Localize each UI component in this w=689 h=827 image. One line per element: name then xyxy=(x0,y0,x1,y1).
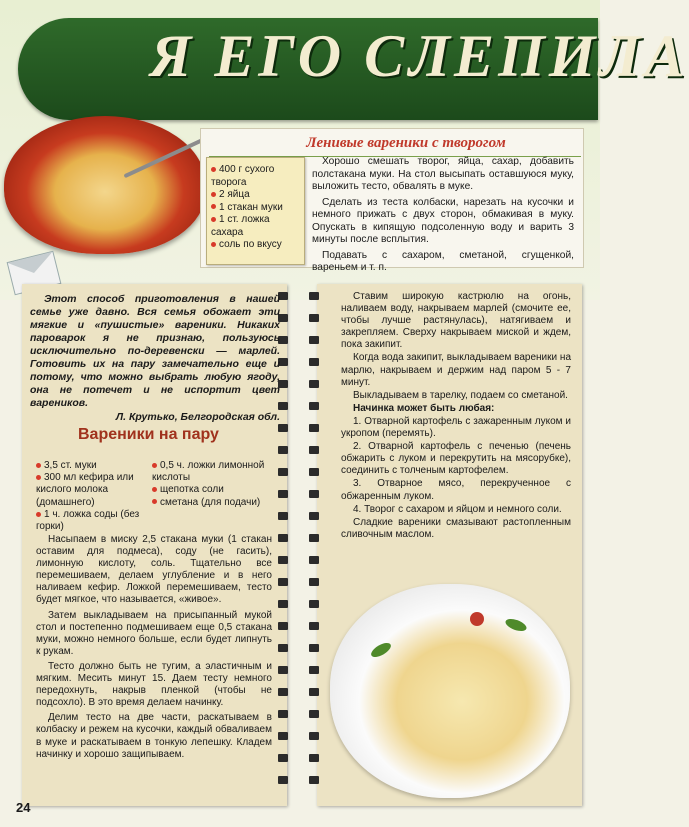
bullet-icon xyxy=(211,242,216,247)
paragraph: Делим тесто на две части, раскатываем в колбаску и режем на кусочки, каждый обваливаем в муке и раскатываем в тонкую лепешку. Кладем начинку и хорошо защипываем. xyxy=(36,712,272,760)
binding-ring xyxy=(278,512,288,520)
binding-ring xyxy=(309,666,319,674)
binding-ring xyxy=(278,578,288,586)
binding-ring xyxy=(309,776,319,784)
binding-ring xyxy=(309,424,319,432)
binding-ring xyxy=(309,380,319,388)
ingredient-item: сметана (для подачи) xyxy=(152,497,272,509)
binding-ring xyxy=(278,666,288,674)
reader-quote xyxy=(30,293,280,424)
top-ingredients-note xyxy=(206,157,305,265)
page-title: Я ЕГО СЛЕПИЛА xyxy=(150,23,689,89)
dumplings-bowl-photo xyxy=(4,116,206,254)
binding-ring xyxy=(309,534,319,542)
binding-ring xyxy=(278,534,288,542)
binding-ring xyxy=(278,776,288,784)
ingredients-right xyxy=(152,460,272,509)
paragraph: Подавать с сахаром, сметаной, сгущенкой, вареньем и т. п. xyxy=(312,249,574,273)
binding-ring xyxy=(309,578,319,586)
steam-recipe-method-right xyxy=(341,291,571,542)
paragraph: Сделать из теста колбаски, нарезать на кусочки и немного прижать с двух сторон, обмакивая в муку. Опускать в кипящую подсоленную воду и варить 3 минуты после всплытия. xyxy=(312,196,574,245)
steam-recipe-method-left xyxy=(36,534,272,764)
binding-ring xyxy=(309,556,319,564)
filling-item: 2. Отварной картофель с печенью (печень обжарить с луком и перекрутить на мясорубке), соединить с толченым картофелем. xyxy=(341,441,571,477)
binding-ring xyxy=(309,490,319,498)
dumplings-plate-photo xyxy=(330,584,570,798)
ingredients-left xyxy=(36,460,160,533)
binding-ring xyxy=(278,446,288,454)
ingredient-item: 300 мл кефира или кислого молока (домашнего) xyxy=(36,472,134,508)
binding-ring xyxy=(278,556,288,564)
binding-ring xyxy=(309,402,319,410)
binding-ring xyxy=(309,512,319,520)
binding-ring xyxy=(309,446,319,454)
binding-ring xyxy=(278,710,288,718)
bullet-icon xyxy=(152,463,157,468)
ingredient-item: 1 стакан муки xyxy=(211,202,300,215)
bullet-icon xyxy=(152,487,157,492)
bullet-icon xyxy=(36,463,41,468)
filling-item: 4. Творог с сахаром и яйцом и немного соли. xyxy=(353,503,562,515)
page-number: 24 xyxy=(16,800,31,815)
bullet-icon xyxy=(211,204,216,209)
paragraph: Тесто должно быть не тугим, а эластичным и мягким. Месить минут 15. Даем тесту немного передохнуть, накрыв пленкой (чтобы не подсохло). В это время делаем начинку. xyxy=(36,660,272,709)
binding-ring xyxy=(309,292,319,300)
binding-ring xyxy=(278,622,288,630)
binding-ring xyxy=(278,490,288,498)
filling-heading: Начинка может быть любая: xyxy=(353,402,495,414)
top-recipe-text xyxy=(312,156,574,278)
binding-ring xyxy=(309,314,319,322)
paragraph: Ставим широкую кастрюлю на огонь, наливаем воду, накрываем марлей (смочите ее, чтобы лучше растянулась), натягиваем и закрепляем. Сверху накрываем миской и ждем, пока закипит. xyxy=(341,291,571,351)
bullet-icon xyxy=(211,192,216,197)
paragraph: Хорошо смешать творог, яйца, сахар, добавить полстакана муки. На стол высыпать оставшуюся муку, выложить тесто, обвалять в муке. xyxy=(312,156,574,192)
ingredient-item: 1 ст. ложка сахара xyxy=(211,214,270,238)
quote-signature: Л. Крутько, Белгородская обл. xyxy=(115,411,280,423)
binding-ring xyxy=(309,600,319,608)
bullet-icon xyxy=(36,475,41,480)
bullet-icon xyxy=(211,217,216,222)
binding-ring xyxy=(309,358,319,366)
binding-ring xyxy=(309,644,319,652)
binding-ring xyxy=(278,688,288,696)
binding-ring xyxy=(309,336,319,344)
filling-item: 1. Отварной картофель с зажаренным луком и укропом (перемять). xyxy=(341,415,571,440)
binding-ring xyxy=(309,688,319,696)
binding-ring xyxy=(278,424,288,432)
bullet-icon xyxy=(211,167,216,172)
binding-ring xyxy=(278,468,288,476)
ingredient-item: 3,5 ст. муки xyxy=(36,460,160,472)
paragraph: Когда вода закипит, выкладываем вареники на марлю, накрываем и держим над паром 5 - 7 минут. xyxy=(341,352,571,388)
top-recipe-title: Ленивые вареники с творогом xyxy=(306,135,506,151)
binding-ring xyxy=(309,622,319,630)
binding-ring xyxy=(309,732,319,740)
binding-ring xyxy=(309,754,319,762)
binding-ring xyxy=(309,468,319,476)
binding-ring xyxy=(278,732,288,740)
ingredient-item: 1 ч. ложка соды (без горки) xyxy=(36,508,140,533)
binding-ring xyxy=(278,600,288,608)
paragraph: Выкладываем в тарелку, подаем со сметаной. xyxy=(353,389,568,401)
bullet-icon xyxy=(36,512,41,517)
filling-item: 3. Отварное мясо, перекрученное с обжаренным луком. xyxy=(341,478,571,502)
cherry-image xyxy=(470,612,484,626)
binding-ring xyxy=(278,754,288,762)
ingredient-item: 0,5 ч. ложки лимонной кислоты xyxy=(152,460,265,484)
ingredient-item: соль по вкусу xyxy=(211,239,300,252)
ingredient-item: щепотка соли xyxy=(152,484,272,496)
quote-text: Этот способ приготовления в нашей семье уже давно. Вся семья обожает эти мягкие и «пушистые» вареники. Никаких пароварок я не признаю, пользуюсь исключительно по-деревенски — марлей. Готовить их на пару замечательно еще и потому, что можно выбрать любую ягоду, она не потечет и не испортит цвет вареников. xyxy=(30,293,280,409)
binding-ring xyxy=(309,710,319,718)
bullet-icon xyxy=(152,499,157,504)
paragraph: Насыпаем в миску 2,5 стакана муки (1 стакан оставим для подмеса), соду (не гасить), лимонную кислоту, соль. Тщательно все перемешиваем, делаем углубление и в него наливаем кефир. Ложкой перемешиваем, тесто будет мягкое, что называется, «живое». xyxy=(36,534,272,606)
ingredient-item: 400 г сухого творога xyxy=(211,164,275,188)
paragraph: Затем выкладываем на присыпанный мукой стол и постепенно подмешиваем еще 0,5 стакана муки, можно немного больше, если будет липнуть к рукам. xyxy=(36,609,272,657)
binding-ring xyxy=(278,644,288,652)
ingredient-item: 2 яйца xyxy=(211,189,300,202)
paragraph: Сладкие вареники смазывают растопленным сливочным маслом. xyxy=(341,516,571,540)
steam-recipe-title: Вареники на пару xyxy=(78,426,219,443)
spiral-binding-right xyxy=(309,284,319,804)
